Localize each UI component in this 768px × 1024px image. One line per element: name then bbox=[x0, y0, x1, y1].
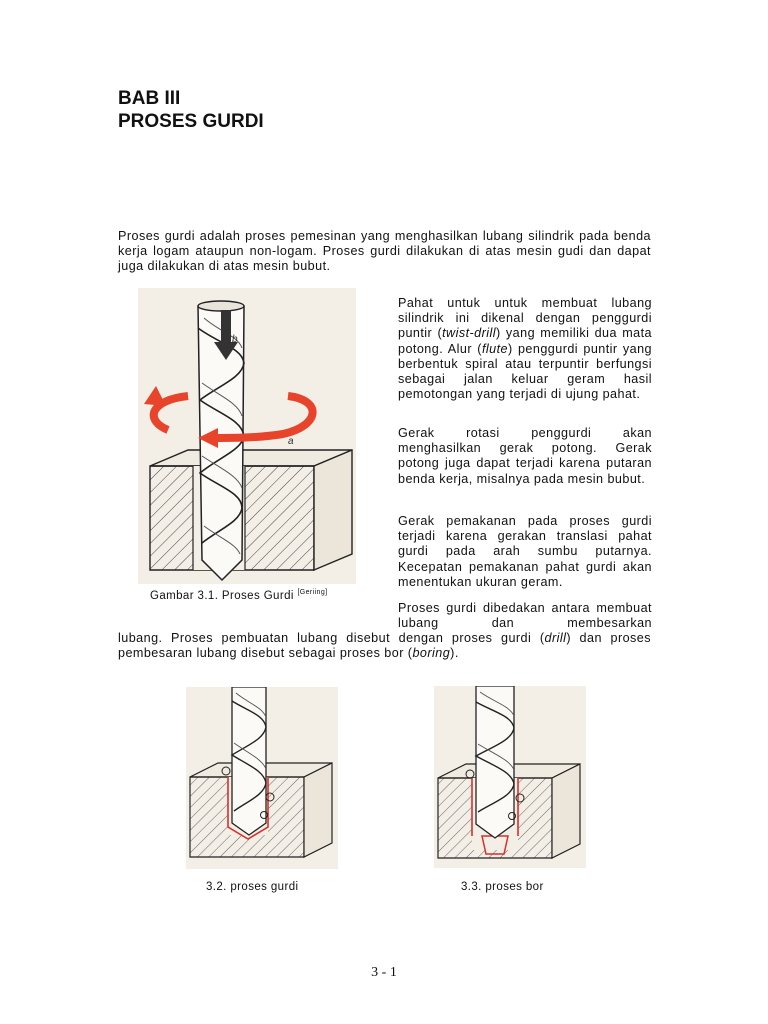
paragraph-pahat-text-a: Pahat untuk untuk membuat lubang silindrik ini dikenal dengan penggurdi puntir ( bbox=[398, 296, 652, 341]
paragraph-dibedakan-text-b: ) dan proses pembesaran lubang disebut sebagai proses bor ( bbox=[118, 631, 651, 661]
paragraph-dibedakan-rest bbox=[118, 631, 651, 661]
figure-3-1 bbox=[138, 288, 356, 584]
chapter-title: PROSES GURDI bbox=[118, 111, 264, 132]
boring-illustration bbox=[434, 686, 586, 868]
page-number: 3 - 1 bbox=[371, 965, 397, 980]
label-b: b bbox=[232, 334, 238, 345]
figure-3-2-caption: 3.2. proses gurdi bbox=[206, 881, 299, 893]
intro-paragraph: Proses gurdi adalah proses pemesinan yang menghasilkan lubang silindrik pada benda kerja logam ataupun non-logam. Proses gurdi dilakukan di atas mesin gudi dan dapat juga dilakukan di atas mesin bubut. bbox=[118, 229, 651, 274]
figure-3-1-caption bbox=[150, 589, 328, 602]
chapter-heading bbox=[118, 87, 264, 133]
paragraph-pemakanan: Gerak pemakanan pada proses gurdi terjadi karena gerakan translasi pahat gurdi pada arah sumbu putarnya. Kecepatan pemakanan pahat gurdi akan menentukan ukuran geram. bbox=[398, 514, 652, 589]
term-drill: drill bbox=[544, 631, 567, 645]
figure-3-3-caption: 3.3. proses bor bbox=[461, 881, 544, 893]
label-a: a bbox=[288, 436, 294, 447]
figure-3-3 bbox=[434, 686, 586, 868]
figure-3-1-source: [Geriing] bbox=[297, 589, 328, 596]
paragraph-dibedakan-top bbox=[398, 601, 652, 631]
term-twist-drill: twist-drill bbox=[442, 326, 497, 341]
term-flute: flute bbox=[481, 341, 509, 356]
figure-3-2 bbox=[186, 687, 338, 869]
workpiece-block bbox=[150, 450, 352, 570]
twist-drill-illustration bbox=[138, 288, 356, 584]
paragraph-pahat-text-c: ) penggurdi puntir yang berbentuk spiral atau terpuntir berfungsi sebagai jalan keluar geram hasil pemotongan yang terjadi di ujung pahat. bbox=[398, 341, 652, 402]
term-boring: boring bbox=[412, 646, 451, 661]
drilling-illustration bbox=[186, 687, 338, 869]
figure-3-1-caption-text: Gambar 3.1. Proses Gurdi bbox=[150, 590, 294, 602]
paragraph-dibedakan-top-text: Proses gurdi dibedakan antara membuat lubang dan membesarkan bbox=[398, 601, 652, 631]
chapter-number: BAB III bbox=[118, 88, 181, 109]
paragraph-pahat-text-b: ) yang memiliki dua mata potong. Alur ( bbox=[398, 326, 652, 356]
paragraph-dibedakan-text-c: ). bbox=[450, 646, 459, 661]
paragraph-dibedakan-text-a: lubang. Proses pembuatan lubang disebut dengan proses gurdi ( bbox=[118, 631, 545, 645]
paragraph-rotasi: Gerak rotasi penggurdi akan menghasilkan gerak potong. Gerak potong juga dapat terjadi karena putaran benda kerja, misalnya pada mesin bubut. bbox=[398, 426, 652, 486]
paragraph-pahat bbox=[398, 296, 652, 402]
